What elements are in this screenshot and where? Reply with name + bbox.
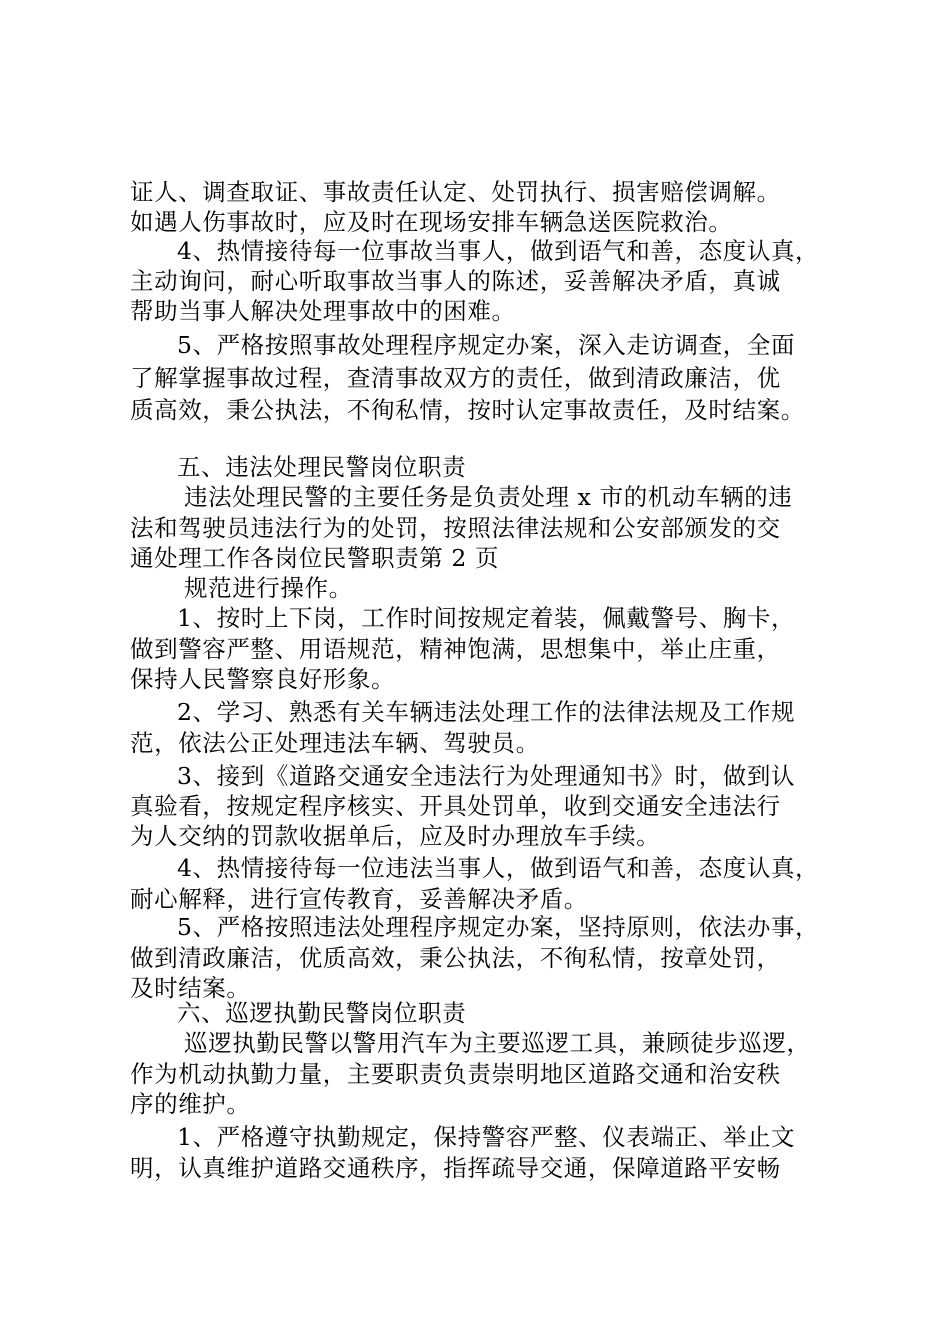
text-line: 1、按时上下岗，工作时间按规定着装，佩戴警号、胸卡，	[177, 604, 796, 632]
text-line: 5、严格按照事故处理程序规定办案，深入走访调查，全面	[177, 331, 796, 359]
text-line: 巡逻执勤民警以警用汽车为主要巡逻工具，兼顾徒步巡逻，	[184, 1029, 811, 1057]
text-line: 4、热情接待每一位违法当事人，做到语气和善，态度认真，	[177, 854, 820, 882]
text-line: 做到清政廉洁，优质高效，秉公执法，不徇私情，按章处罚，	[130, 944, 781, 972]
text-line: 如遇人伤事故时，应及时在现场安排车辆急送医院救治。	[130, 208, 733, 236]
text-line: 作为机动执勤力量，主要职责负责崇明地区道路交通和治安秩	[130, 1060, 781, 1088]
text-line: 违法处理民警的主要任务是负责处理 x 市的机动车辆的违	[184, 483, 793, 511]
text-line: 主动询问，耐心听取事故当事人的陈述，妥善解决矛盾，真诚	[130, 267, 781, 295]
text-line: 为人交纳的罚款收据单后，应及时办理放车手续。	[130, 822, 661, 850]
section-heading: 六、巡逻执勤民警岗位职责	[177, 999, 467, 1027]
text-line: 做到警容严整、用语规范，精神饱满，思想集中，举止庄重，	[130, 635, 781, 663]
text-line: 质高效，秉公执法，不徇私情，按时认定事故责任，及时结案。	[130, 396, 805, 424]
text-line: 耐心解释，进行宣传教育，妥善解决矛盾。	[130, 885, 588, 913]
text-line: 帮助当事人解决处理事故中的困难。	[130, 297, 516, 325]
text-line: 明，认真维护道路交通秩序，指挥疏导交通，保障道路平安畅	[130, 1154, 781, 1182]
text-line: 序的维护。	[130, 1090, 251, 1118]
text-line: 1、严格遵守执勤规定，保持警容严整、仪表端正、举止文	[177, 1123, 796, 1151]
text-line: 了解掌握事故过程，查清事故双方的责任，做到清政廉洁，优	[130, 364, 781, 392]
text-line: 3、接到《道路交通安全违法行为处理通知书》时，做到认	[177, 762, 796, 790]
text-line: 证人、调查取证、事故责任认定、处罚执行、损害赔偿调解。	[130, 178, 781, 206]
text-line: 规范进行操作。	[184, 574, 353, 602]
text-line: 及时结案。	[130, 974, 251, 1002]
text-line: 保持人民警察良好形象。	[130, 665, 396, 693]
text-line: 2、学习、熟悉有关车辆违法处理工作的法律法规及工作规	[177, 698, 796, 726]
text-line: 法和驾驶员违法行为的处罚，按照法律法规和公安部颁发的交	[130, 514, 781, 542]
text-line: 5、严格按照违法处理程序规定办案，坚持原则，依法办事，	[177, 913, 820, 941]
text-line: 4、热情接待每一位事故当事人，做到语气和善，态度认真，	[177, 237, 820, 265]
text-line: 范，依法公正处理违法车辆、驾驶员。	[130, 729, 540, 757]
text-line: 通处理工作各岗位民警职责第 2 页	[130, 544, 500, 572]
section-heading: 五、违法处理民警岗位职责	[177, 453, 467, 481]
text-line: 真验看，按规定程序核实、开具处罚单，收到交通安全违法行	[130, 792, 781, 820]
